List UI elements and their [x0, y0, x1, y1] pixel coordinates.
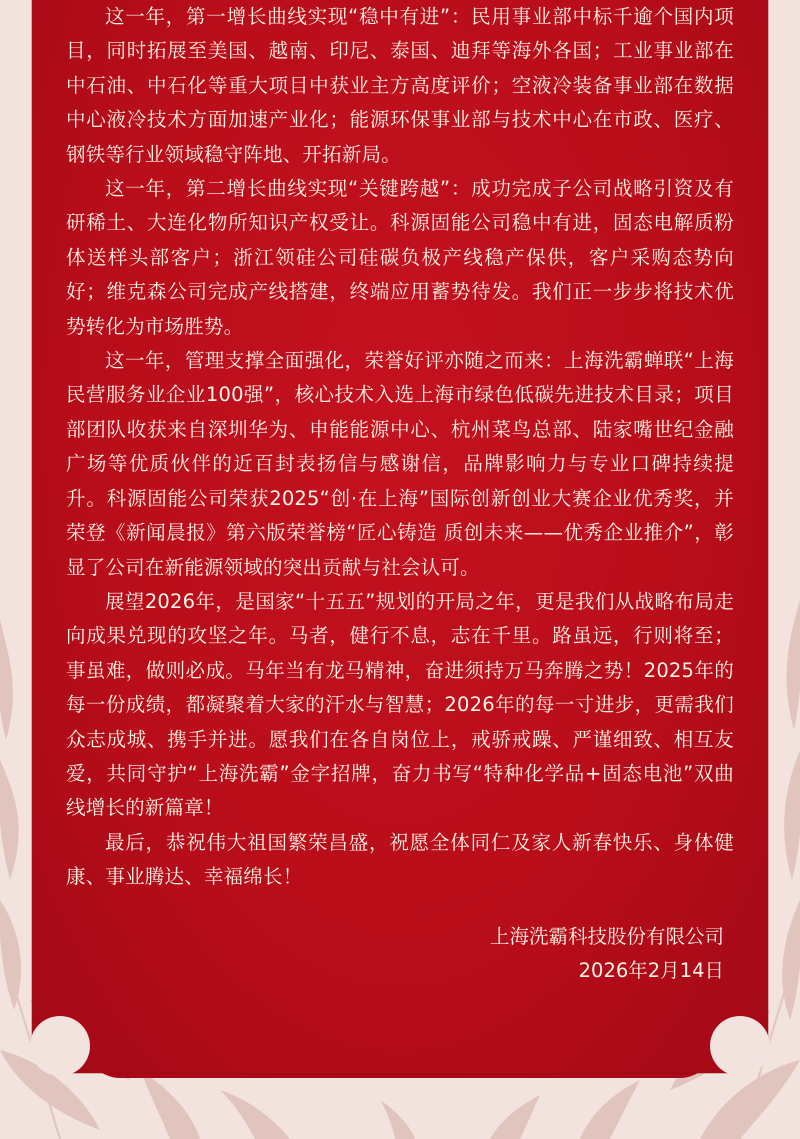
paragraph-second-curve: 这一年，第二增长曲线实现“关键跨越”：成功完成子公司战略引资及有研稀土、大连化物所知识产权受让。科源固能公司稳中有进，固态电解质粉体送样头部客户；浙江领硅公司硅碳负极产线稳产保供，客户采购态势向好；维克森公司完成产线搭建，终端应用蓄势待发。我们正一步步将技术优势转化为市场胜势。 [66, 177, 734, 338]
card-corner-notch-right [710, 1016, 770, 1076]
letter-body [66, 0, 734, 895]
signature-date: 2026年2月14日 [578, 959, 724, 982]
paragraph-closing-wishes: 最后，恭祝伟大祖国繁荣昌盛，祝愿全体同仁及家人新春快乐、身体健康、事业腾达、幸福绵长！ [66, 830, 734, 889]
paragraph-outlook-2026: 展望2026年，是国家“十五五”规划的开局之年，更是我们从战略布局走向成果兑现的攻坚之年。马者，健行不息，志在千里。路虽远，行则将至；事虽难，做则必成。马年当有龙马精神，奋进须持万马奔腾之势！2025年的每一份成绩，都凝聚着大家的汗水与智慧；2026年的每一寸进步，更需我们众志成城、携手并进。愿我们在各自岗位上，戒骄戒躁、严谨细致、相互友爱，共同守护“上海洗霸”金字招牌，奋力书写“特种化学品+固态电池”双曲线增长的新篇章！ [66, 589, 734, 820]
paragraph-honors: 这一年，管理支撑全面强化，荣誉好评亦随之而来：上海洗霸蝉联“上海民营服务业企业100强”，核心技术入选上海市绿色低碳先进技术目录；项目部团队收获来自深圳华为、申能能源中心、杭州菜鸟总部、陆家嘴世纪金融广场等优质伙伴的近百封表扬信与感谢信，品牌影响力与专业口碑持续提升。科源固能公司荣获2025“创·在上海”国际创新创业大赛企业优秀奖，并荣登《新闻晨报》第六版荣誉榜“匠心铸造 质创未来——优秀企业推介”，彰显了公司在新能源领域的突出贡献与社会认可。 [66, 349, 734, 579]
card-corner-notch-left [30, 1016, 90, 1076]
paragraph-first-curve: 这一年，第一增长曲线实现“稳中有进”：民用事业部中标千逾个国内项目，同时拓展至美国、越南、印尼、泰国、迪拜等海外各国；工业事业部在中石油、中石化等重大项目中获业主方高度评价；空液冷装备事业部在数据中心液冷技术方面加速产业化；能源环保事业部与技术中心在市政、医疗、钢铁等行业领域稳守阵地、开拓新局。 [66, 5, 734, 166]
signature-company: 上海洗霸科技股份有限公司 [489, 925, 724, 948]
